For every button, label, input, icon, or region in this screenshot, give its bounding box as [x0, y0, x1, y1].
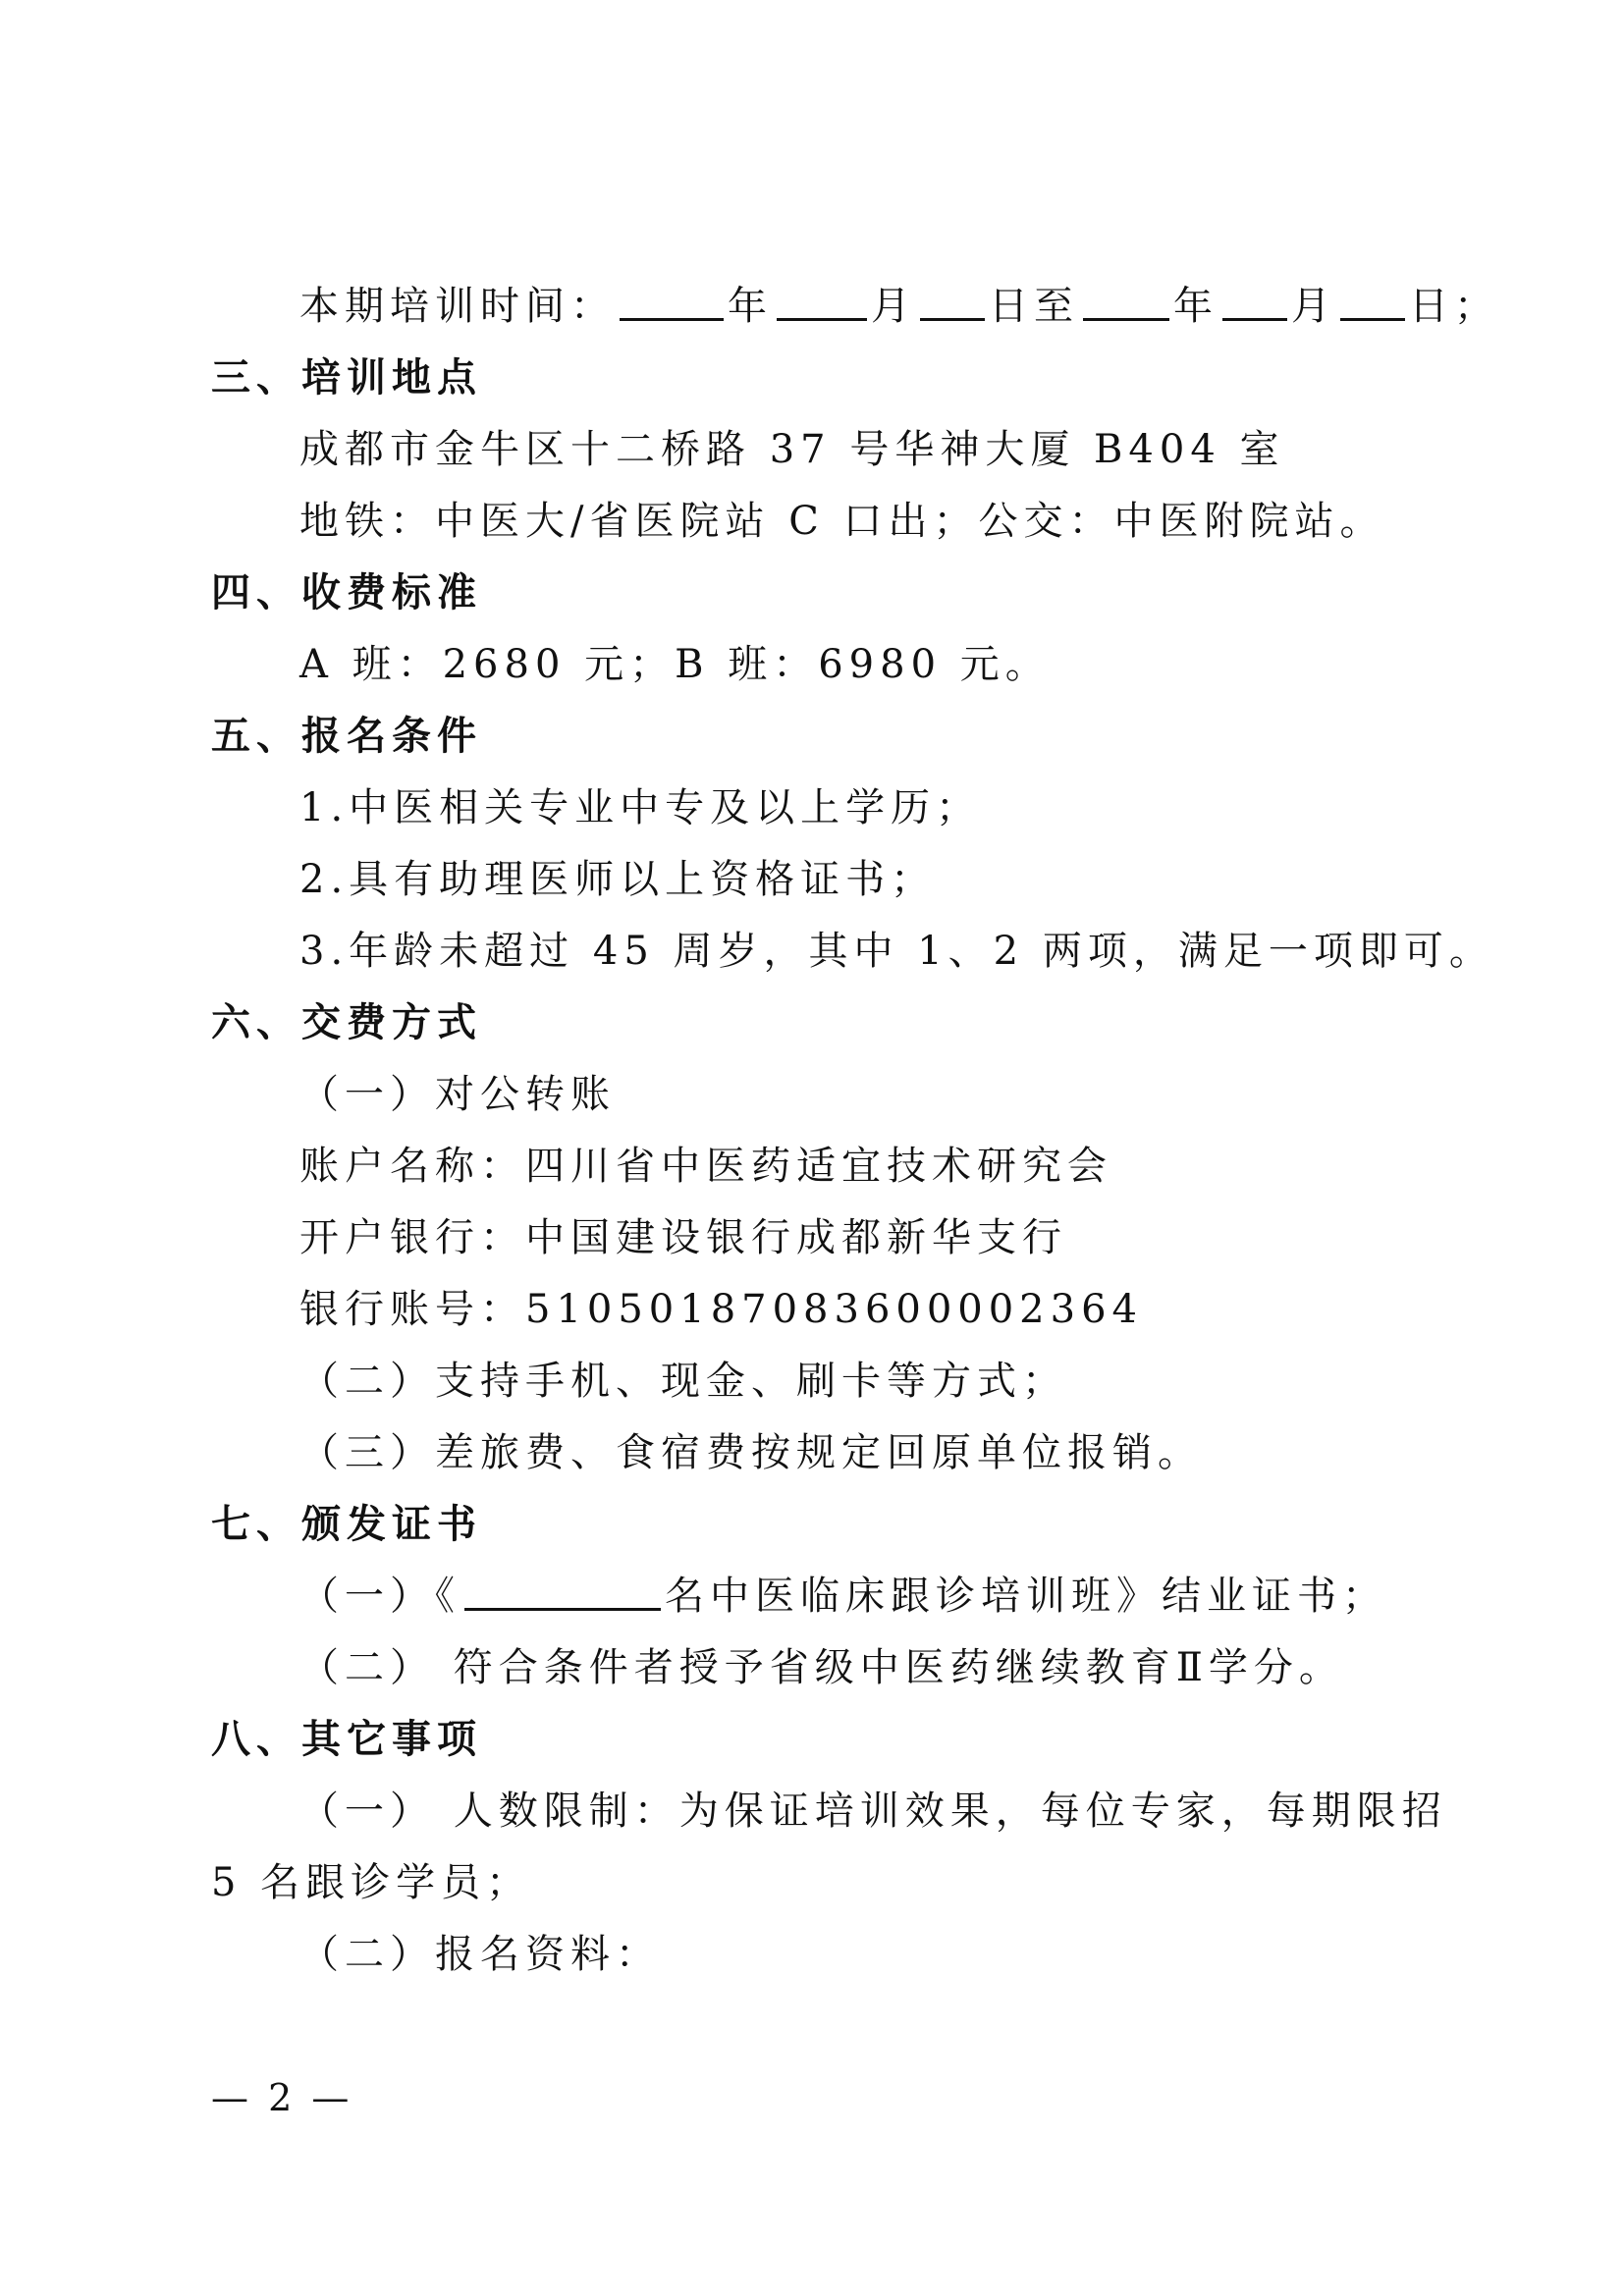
year-label-1: 年	[728, 284, 773, 329]
page-number: — 2 —	[211, 2076, 353, 2119]
payment-bank: 开户银行：中国建设银行成都新华支行	[299, 1215, 1067, 1260]
location-transport: 地铁：中医大/省医院站 C 口出；公交：中医附院站。	[299, 499, 1385, 544]
section-heading-fees: 四、收费标准	[211, 570, 482, 615]
requirement-item: 2.具有助理医师以上资格证书；	[299, 857, 937, 902]
requirement-item: 1.中医相关专业中专及以上学历；	[299, 785, 982, 830]
payment-reimburse: （三）差旅费、食宿费按规定回原单位报销。	[299, 1430, 1203, 1475]
training-period-line	[299, 280, 1499, 333]
location-address: 成都市金牛区十二桥路 37 号华神大厦 B404 室	[299, 427, 1285, 472]
other-item-1-line-2: 5 名跟诊学员；	[211, 1860, 532, 1905]
certificate-item-1	[299, 1570, 1387, 1623]
day-label-1: 日至	[989, 284, 1079, 329]
payment-other-methods: （二）支持手机、现金、刷卡等方式；	[299, 1359, 1067, 1404]
payment-account-name: 账户名称：四川省中医药适宜技术研究会	[299, 1144, 1112, 1189]
month-blank-1[interactable]	[777, 285, 867, 321]
year-blank-2[interactable]	[1083, 285, 1169, 321]
payment-account-number: 银行账号：51050187083600002364	[299, 1287, 1143, 1332]
section-heading-requirements: 五、报名条件	[211, 714, 482, 759]
month-label-1: 月	[871, 284, 916, 329]
requirement-item: 3.年龄未超过 45 周岁，其中 1、2 两项，满足一项即可。	[299, 929, 1494, 974]
fees-text: A 班：2680 元；B 班：6980 元。	[299, 642, 1051, 687]
day-blank-2[interactable]	[1340, 285, 1405, 321]
section-heading-payment: 六、交费方式	[211, 1000, 482, 1045]
day-blank-1[interactable]	[920, 285, 985, 321]
payment-transfer-title: （一）对公转账	[299, 1072, 616, 1117]
certificate-item-1-suffix: 名中医临床跟诊培训班》结业证书；	[665, 1574, 1387, 1619]
year-label-2: 年	[1173, 284, 1218, 329]
section-heading-certificate: 七、颁发证书	[211, 1502, 482, 1547]
expert-name-blank[interactable]	[464, 1575, 661, 1611]
day-label-2: 日；	[1409, 284, 1499, 329]
other-item-1-line-1: （一） 人数限制：为保证培训效果，每位专家，每期限招	[299, 1789, 1447, 1834]
month-label-2: 月	[1291, 284, 1336, 329]
training-period-label: 本期培训时间：	[299, 284, 616, 329]
certificate-item-2: （二） 符合条件者授予省级中医药继续教育Ⅱ学分。	[299, 1645, 1344, 1690]
section-heading-location: 三、培训地点	[211, 355, 482, 400]
certificate-item-1-prefix: （一）《	[299, 1574, 460, 1619]
section-heading-other: 八、其它事项	[211, 1717, 482, 1762]
other-item-2: （二）报名资料：	[299, 1932, 661, 1977]
month-blank-2[interactable]	[1222, 285, 1287, 321]
year-blank-1[interactable]	[620, 285, 724, 321]
